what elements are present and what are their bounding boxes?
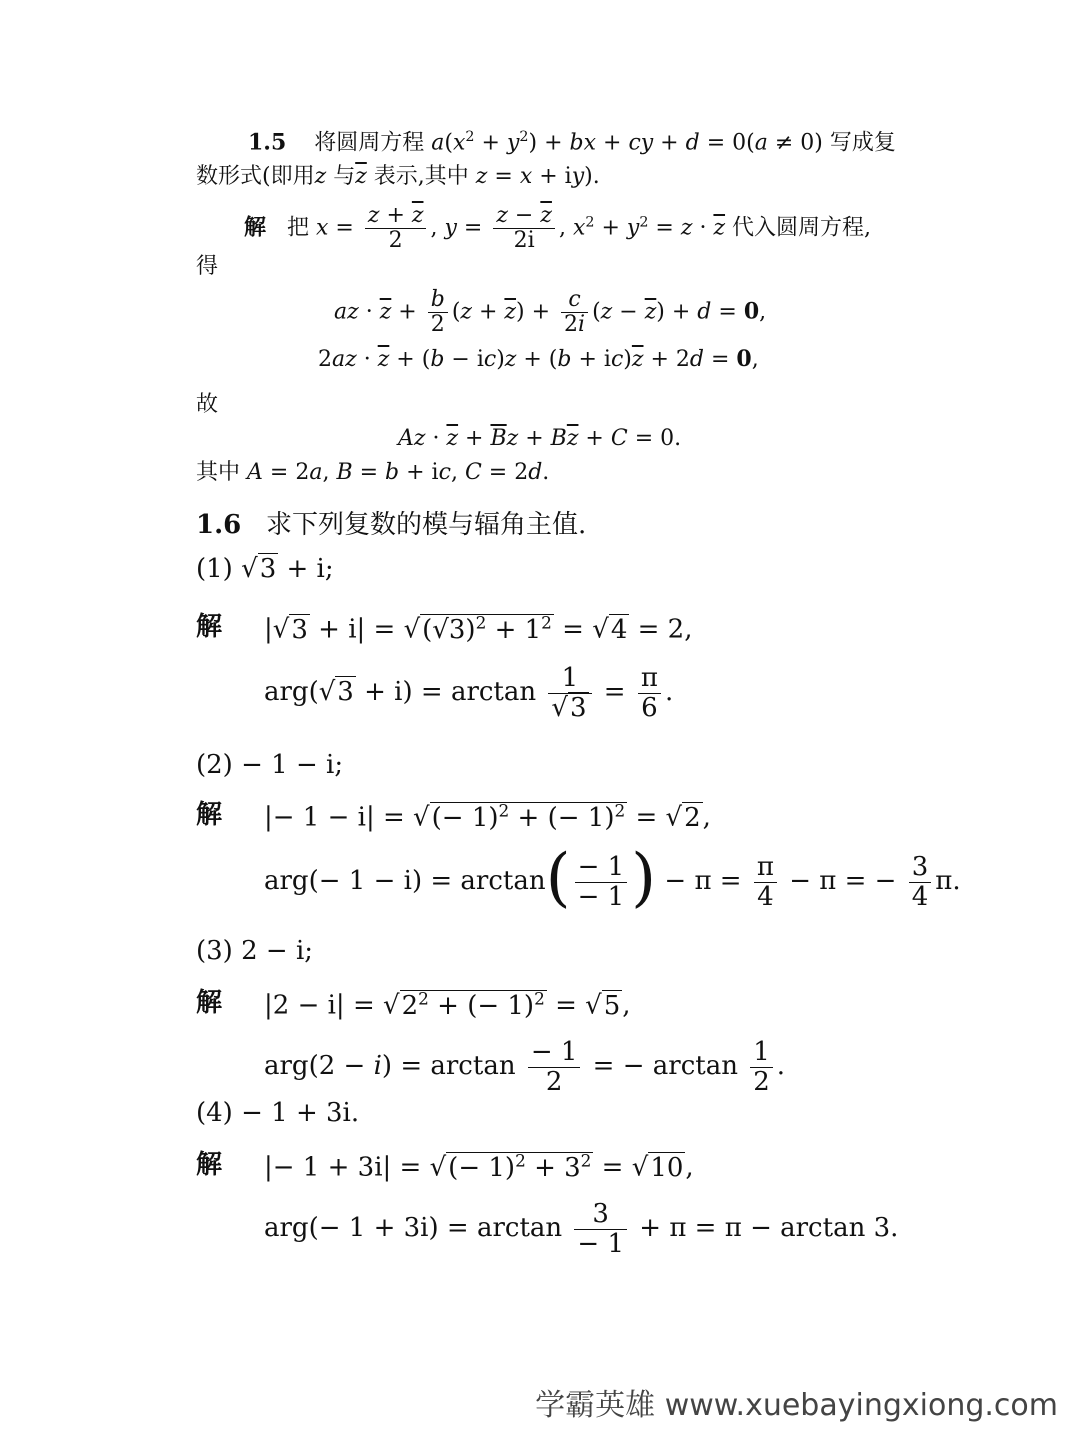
- arctan-label: arctan: [780, 1213, 866, 1244]
- equation: az · $\overline{z}$ + $\frac{b}{2}$ $(z + \overline{z})$ + $\frac{c}{2i}$ $(z - \overline{z}) + d = 0$,: [334, 287, 767, 338]
- arg-label: arg: [264, 1213, 309, 1244]
- sub-label: (4): [196, 1098, 233, 1128]
- sub-label: (2): [196, 750, 233, 780]
- problem-text: 写成复: [829, 130, 896, 156]
- sub-problem-4: (4) − 1 + 3i.: [196, 1098, 360, 1128]
- equation: arg(− 1 + 3i) = arctan $\frac{3}{- 1}$ + π = π − arctan 3.: [264, 1199, 899, 1259]
- sub-problem-1: (1) √3 + i;: [196, 554, 334, 584]
- problem-number: 1.6: [196, 510, 242, 540]
- sub-label: (3): [196, 936, 233, 966]
- solution-text: 把: [287, 215, 310, 241]
- arg-label: arg: [264, 677, 309, 708]
- problem-1-5-line2: 数形式(即用z 与$\overline{z}$ 表示,其中 z = x + iy).: [196, 164, 600, 189]
- problem-1-6-title: [196, 512, 586, 538]
- solution-text: 其中: [196, 460, 241, 485]
- equation: arg(− 1 − i) = arctan( $\frac{- 1}{- 1}$ ) − π = $\frac{\pi}{4}$ − π = − $\frac{3}{4}$ π.: [264, 841, 961, 915]
- equation: |− 1 + 3i| = √(− $1)^2 + 3^2 = √10$,: [264, 1150, 694, 1183]
- solution-text: 得: [196, 254, 219, 279]
- arg-label: arg: [264, 1051, 309, 1082]
- equation: $Az \cdot \overline{z} + \overline{B}z + B\overline{z} + C = 0$.: [398, 426, 682, 451]
- problem-text: 与: [333, 164, 356, 189]
- equation: $2az \cdot \overline{z} + (b - ic)z + (b + ic)\overline{z} + 2d = 0$,: [318, 346, 759, 372]
- solution-text: 故: [196, 392, 219, 417]
- equation: $|2 - i| = √2^2$ + (− 1)$^2$ = √5,: [264, 988, 631, 1021]
- equation: arg(2 − i) = arctan $\frac{- 1}{2}$ = − arctan $\frac{1}{2}$ .: [264, 1037, 786, 1097]
- problem-text: 表示,其中: [373, 164, 469, 189]
- problem-number: 1.5: [248, 129, 287, 156]
- solution-label: 解: [196, 800, 223, 830]
- arctan-label: arctan: [430, 1051, 516, 1082]
- equation: arg(√3 + i) = arctan $\frac{1}{√3}$ = $\frac{\pi}{6}$ .: [264, 663, 674, 723]
- sub-problem-3: (3) 2 − i;: [196, 936, 314, 966]
- solution-label: 解: [244, 214, 267, 241]
- equation: $|√3 + i| = √(√3)^2 + 1^2 = √4 = 2$,: [264, 612, 693, 645]
- arg-label: arg: [264, 866, 309, 896]
- equation: |− 1 − i| = √(− 1)$^2$ + (− 1)$^2$ = √2,: [264, 800, 711, 833]
- problem-1-5-line1: 1.5 将圆周方程 $a(x^2 + y^2)$ + bx + cy + d = 0(a ≠ 0) 写成复: [248, 129, 896, 156]
- footer-watermark: 学霸英雄 www.xuebayingxiong.com: [535, 1388, 1058, 1423]
- problem-text: 数形式(即用: [196, 164, 315, 189]
- sub-label: (1): [196, 554, 233, 584]
- arctan-label: arctan: [450, 677, 537, 708]
- problem-text: 求下列复数的模与辐角主值.: [266, 510, 587, 540]
- problem-text: 将圆周方程: [314, 130, 425, 156]
- sub-problem-2: (2) − 1 − i;: [196, 750, 344, 780]
- arctan-label: arctan: [460, 866, 546, 896]
- solution-label: 解: [196, 1150, 223, 1180]
- arctan-label: arctan: [652, 1051, 738, 1082]
- arctan-label: arctan: [476, 1213, 563, 1244]
- solution-1-5-line1: 解 把 x = $\frac{z + \overline{z}}{2}$ , y = $\frac{z - \overline{z}}{2i}$ , $x^2 + y^2 = z \cdot \overline{z}$ 代入圆周方程,: [244, 203, 872, 254]
- solution-text: 代入圆周方程,: [732, 215, 872, 241]
- equation: 其中 A = 2a, B = b + ic, C = 2d.: [196, 460, 550, 485]
- solution-label: 解: [196, 988, 223, 1018]
- solution-label: 解: [196, 612, 223, 642]
